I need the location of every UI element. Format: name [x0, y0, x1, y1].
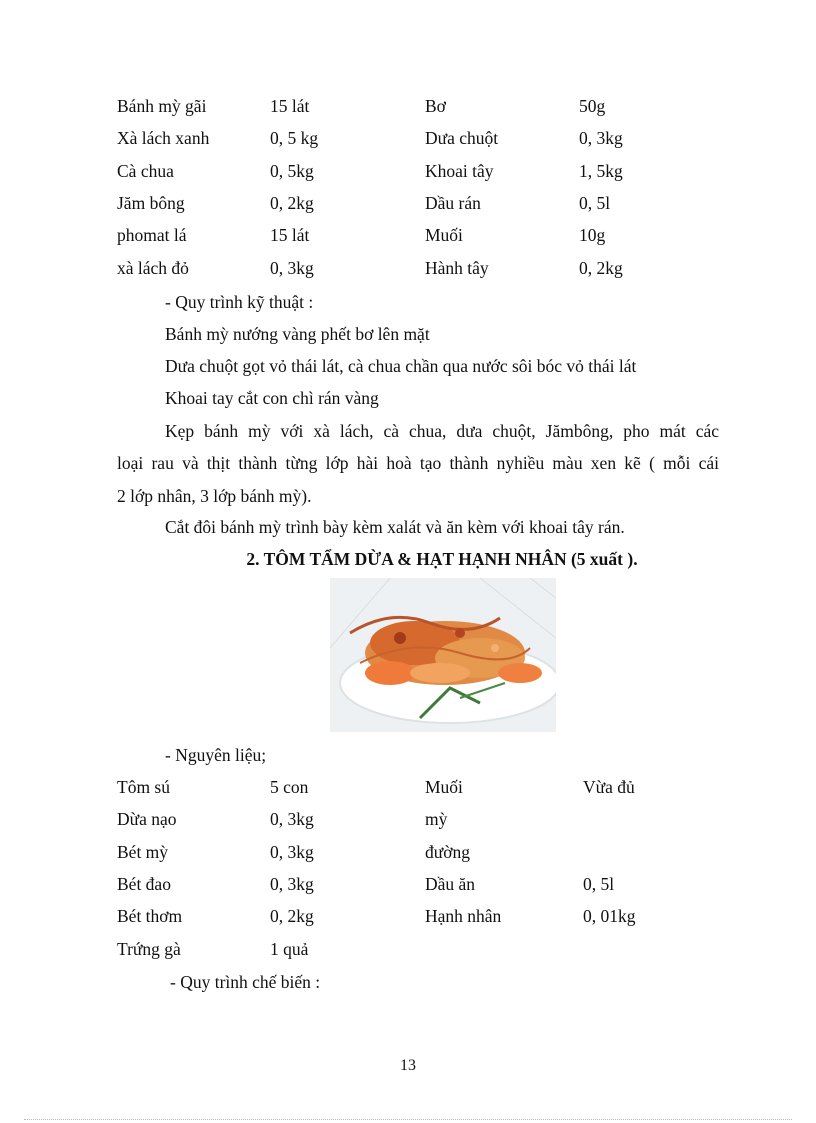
ingredient-name: Bánh mỳ gãi: [117, 96, 207, 116]
ingredient-name: Dầu ăn: [425, 873, 476, 894]
ingredient-name: Cà chua: [117, 160, 174, 181]
ingredient-qty: 0, 5l: [579, 192, 611, 213]
process-step-line: 2 lớp nhân, 3 lớp bánh mỳ).: [117, 486, 312, 506]
ingredient-name: Hành tây: [425, 257, 489, 278]
ingredients-heading: - Nguyên liệu;: [165, 745, 267, 765]
table-row: [0, 809, 816, 841]
ingredient-qty: 5 con: [270, 777, 309, 797]
ingredient-qty: 10g: [579, 225, 606, 246]
ingredient-name: Jăm bông: [117, 192, 185, 213]
ingredient-qty: 0, 01kg: [583, 906, 636, 927]
ingredient-qty: 0, 2kg: [270, 192, 314, 213]
ingredient-name: Bơ: [425, 96, 446, 116]
ingredient-qty: 0, 3kg: [270, 841, 314, 862]
process-heading: - Quy trình chế biến :: [170, 972, 321, 992]
ingredient-qty: 1, 5kg: [579, 160, 623, 181]
ingredient-name: Xà lách xanh: [117, 128, 210, 149]
ingredient-name: Bét thơm: [117, 906, 183, 927]
table-row: [0, 842, 816, 874]
table-row: [0, 906, 816, 938]
ingredient-name: Dầu rán: [425, 192, 481, 213]
ingredient-name: Tôm sú: [117, 777, 170, 797]
process-step: Cắt đôi bánh mỳ trình bày kèm xalát và ăn kèm với khoai tây rán.: [165, 517, 625, 537]
ingredient-qty: 1 quả: [270, 938, 309, 959]
ingredient-qty: 0, 5 kg: [270, 128, 319, 149]
process-step: Bánh mỳ nướng vàng phết bơ lên mặt: [165, 324, 430, 344]
ingredient-qty: 15 lát: [270, 96, 310, 116]
section-title: 2. TÔM TẨM DỪA & HẠT HẠNH NHÂN (5 xuất ).: [246, 549, 638, 569]
table-row: [0, 96, 816, 128]
ingredient-name: Bét mỳ: [117, 841, 169, 862]
ingredient-qty: 0, 5l: [583, 873, 615, 894]
ingredient-name: Muối: [425, 777, 463, 797]
table-row: [0, 874, 816, 906]
table-row: [0, 161, 816, 193]
ingredient-name: Bét đao: [117, 873, 171, 894]
ingredient-name: xà lách đỏ: [117, 257, 189, 278]
process-step-line: loại rau và thịt thành từng lớp hài hoà tạo thành nyhiều màu xen kẽ ( mỗi cái: [117, 453, 719, 473]
page-bottom-rule: [24, 1119, 792, 1120]
ingredient-qty: 0, 3kg: [579, 128, 623, 149]
ingredient-qty: 0, 3kg: [270, 257, 314, 278]
ingredient-qty: 0, 5kg: [270, 160, 314, 181]
ingredient-qty: 0, 2kg: [579, 257, 623, 278]
process-step-line: Kẹp bánh mỳ với xà lách, cà chua, dưa chuột, Jămbông, pho mát các: [165, 421, 719, 441]
ingredient-qty: Vừa đủ: [583, 777, 635, 797]
process-step: Dưa chuột gọt vỏ thái lát, cà chua chần qua nước sôi bóc vỏ thái lát: [165, 356, 637, 376]
ingredient-name: Hạnh nhân: [425, 906, 502, 927]
table-row: [0, 939, 816, 971]
ingredient-qty: 0, 3kg: [270, 809, 314, 830]
ingredient-name: mỳ: [425, 809, 448, 830]
ingredient-qty: 50g: [579, 96, 606, 116]
table-row: [0, 258, 816, 290]
ingredient-name: Khoai tây: [425, 160, 494, 181]
ingredient-qty: 0, 2kg: [270, 906, 314, 927]
table-row: [0, 777, 816, 809]
ingredient-name: Dưa chuột: [425, 128, 499, 149]
process-step: Khoai tay cắt con chì rán vàng: [165, 388, 379, 408]
ingredient-name: đường: [425, 841, 470, 862]
ingredient-qty: 0, 3kg: [270, 873, 314, 894]
ingredient-name: Trứng gà: [117, 938, 181, 959]
ingredient-name: Muối: [425, 225, 463, 246]
ingredient-name: Dừa nạo: [117, 809, 177, 830]
process-heading: - Quy trình kỹ thuật :: [165, 292, 314, 312]
table-row: [0, 225, 816, 257]
shrimp-dish-photo: [330, 578, 556, 732]
table-row: [0, 193, 816, 225]
page-number: 13: [400, 1057, 416, 1074]
ingredient-qty: 15 lát: [270, 225, 310, 246]
table-row: [0, 128, 816, 160]
ingredient-name: phomat lá: [117, 225, 187, 246]
